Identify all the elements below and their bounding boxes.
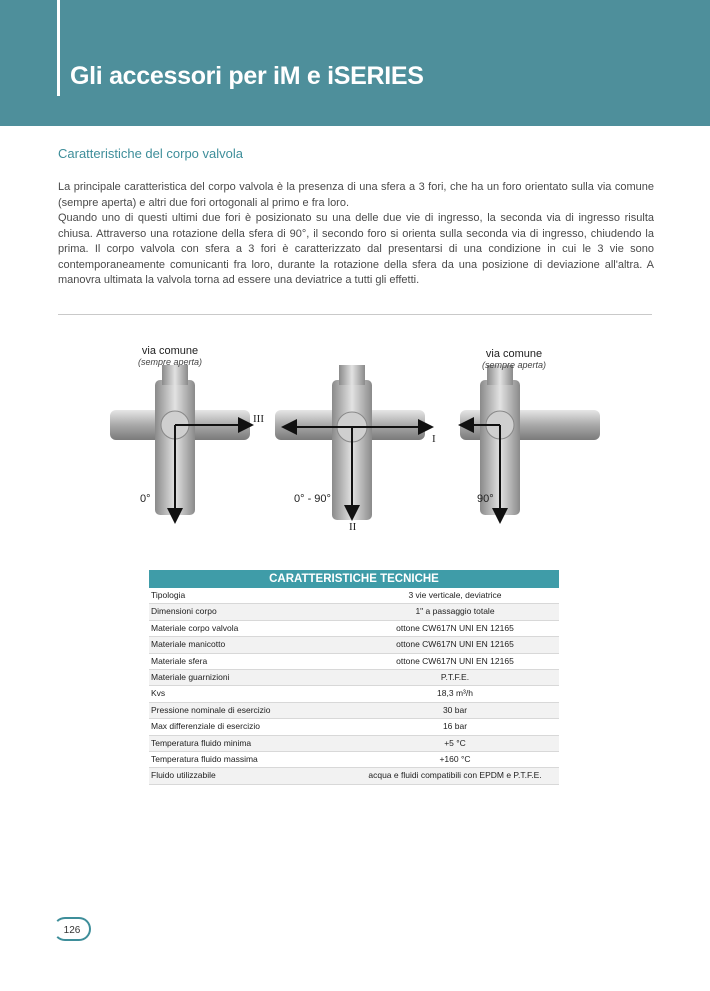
table-row <box>149 703 559 719</box>
description-paragraph: Quando uno di questi ultimi due fori è posizionato su una delle due vie di ingresso, la seconda via di ingresso risulta chiusa. Attraverso una rotazione della sfera di 90°, il secondo foro si orienta sulla seconda via di ingresso, chiudendo la prima. Il corpo valvola con sfera a 3 fori è caratterizzato dal presentarsi di una condizione in cui le 3 vie sono contemporaneamente comunicanti fra loro, durante la rotazione della sfera da una posizione di deviazione all'altra. A manovra ultimata la valvola torna ad essere una deviatrice a tutti gli effetti. <box>58 212 654 287</box>
spec-label: Tipologia <box>151 590 186 600</box>
intro-paragraph: La principale caratteristica del corpo valvola è la presenza di una sfera a 3 fori, che ha un foro orientato sulla via comune (sempre aperta) e altri due fori ortogonali al primo e fra loro. <box>58 181 654 209</box>
spec-label: Materiale manicotto <box>151 639 226 650</box>
spec-label: Materiale corpo valvola <box>151 622 239 633</box>
right-sublabel-text: (sempre aperta) <box>482 360 547 370</box>
spec-label: Max differenziale di esercizio <box>151 721 260 732</box>
specs-table <box>149 570 559 785</box>
table-row <box>149 719 559 735</box>
spec-value: ottone CW617N UNI EN 12165 <box>396 639 514 650</box>
spec-value: 1" a passaggio totale <box>415 606 495 617</box>
header-accent-bar <box>57 0 60 96</box>
section-subtitle: Caratteristiche del corpo valvola <box>58 146 243 161</box>
right-valve-label <box>482 348 546 370</box>
angle-right-label: 90° <box>477 493 494 505</box>
port-III-label: III <box>253 413 264 425</box>
spec-label: Temperatura fluido massima <box>151 753 258 764</box>
spec-value: 3 vie verticale, deviatrice <box>408 590 502 600</box>
table-row <box>149 752 559 768</box>
spec-label: Pressione nominale di esercizio <box>151 704 271 715</box>
spec-label: Dimensioni corpo <box>151 606 217 617</box>
specs-table-body <box>149 588 559 785</box>
table-row <box>149 604 559 620</box>
specs-table-title: CARATTERISTICHE TECNICHE <box>149 570 559 588</box>
left-label-text: via comune <box>141 345 199 357</box>
spec-label: Materiale guarnizioni <box>151 671 230 682</box>
table-row <box>149 588 559 604</box>
spec-value: P.T.F.E. <box>440 671 470 682</box>
spec-label: Kvs <box>151 688 166 699</box>
table-row <box>149 768 559 784</box>
table-row <box>149 637 559 653</box>
spec-value: 18,3 m³/h <box>437 688 473 699</box>
angle-left-label: 0° <box>140 493 151 505</box>
page-number: 126 <box>53 917 91 941</box>
angle-middle-label: 0° - 90° <box>294 493 331 505</box>
port-I-label: I <box>432 433 436 445</box>
spec-value: +5 °C <box>444 737 466 748</box>
page-title: Gli accessori per iM e iSERIES <box>70 62 424 90</box>
spec-value: ottone CW617N UNI EN 12165 <box>396 622 514 633</box>
spec-label: Materiale sfera <box>151 655 208 666</box>
table-row <box>149 654 559 670</box>
table-row <box>149 621 559 637</box>
right-label-text: via comune <box>485 348 543 360</box>
spec-label: Fluido utilizzabile <box>151 770 216 781</box>
page-header <box>0 0 710 126</box>
valve-left <box>110 365 250 520</box>
spec-value: +160 °C <box>439 753 471 764</box>
table-row <box>149 670 559 686</box>
spec-value: ottone CW617N UNI EN 12165 <box>396 655 514 666</box>
section-divider <box>58 314 652 315</box>
spec-value: acqua e fluidi compatibili con EPDM e P.T.F.E. <box>368 770 542 781</box>
spec-value: 16 bar <box>442 721 468 732</box>
valve-diagram <box>110 335 600 545</box>
spec-label: Temperatura fluido minima <box>151 737 252 748</box>
table-row <box>149 686 559 702</box>
port-II-label: II <box>349 521 357 533</box>
left-sublabel-text: (sempre aperta) <box>138 357 203 367</box>
table-row <box>149 736 559 752</box>
left-valve-label <box>138 345 202 367</box>
spec-value: 30 bar <box>442 704 468 715</box>
